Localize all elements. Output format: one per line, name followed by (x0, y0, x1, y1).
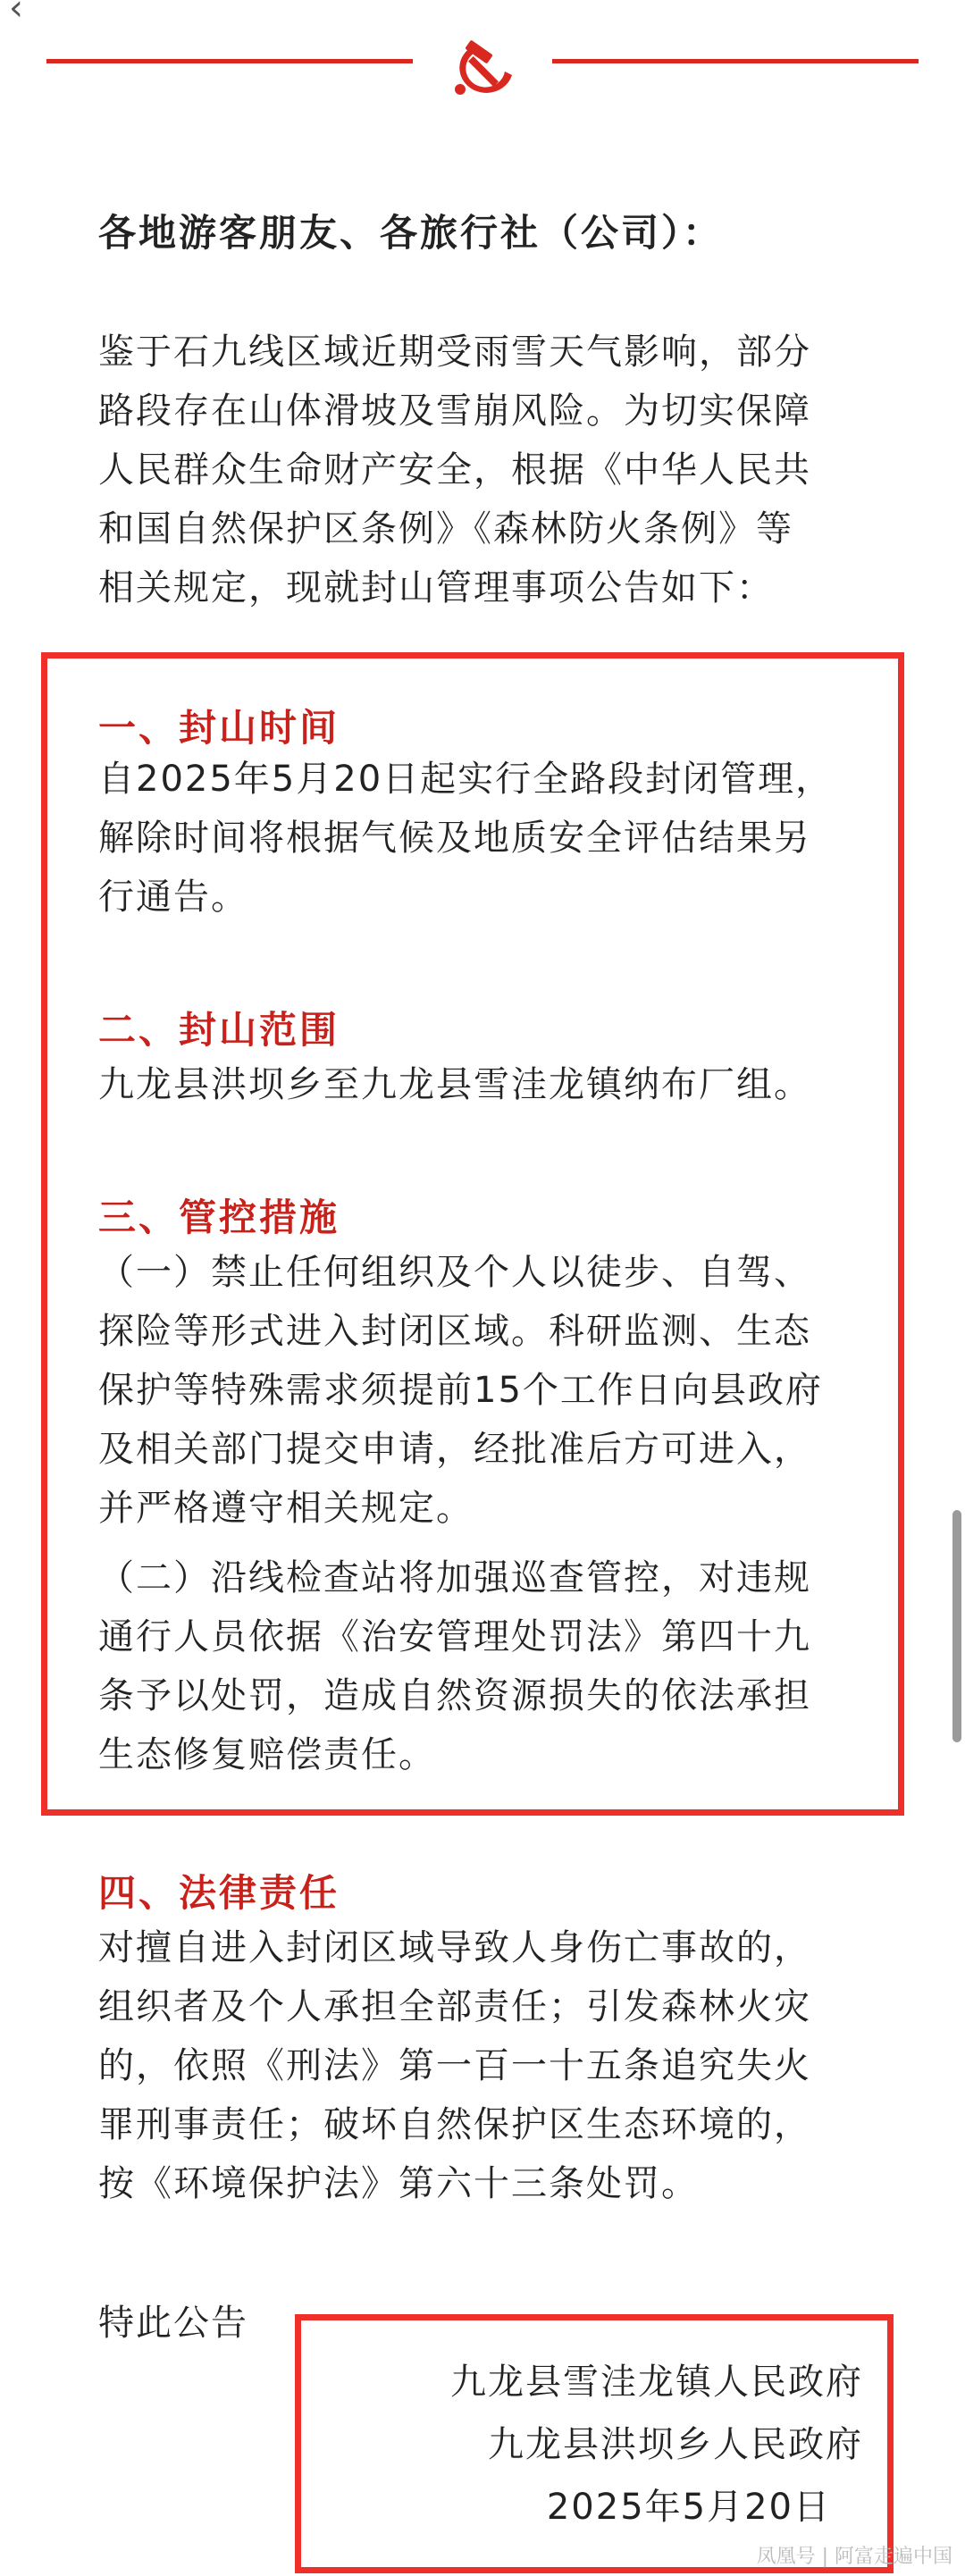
section-title-legal-liability: 四、法律责任 (98, 1871, 340, 1915)
section-line: （二）沿线检查站将加强巡查管控，对违规 (98, 1557, 811, 1598)
section-line: 及相关部门提交申请，经批准后方可进入， (98, 1429, 811, 1470)
section-line: 九龙县洪坝乡至九龙县雪洼龙镇纳布厂组。 (98, 1064, 811, 1105)
section-line: 通行人员依据《治安管理处罚法》第四十九 (98, 1616, 811, 1657)
header-rule-left (46, 59, 413, 63)
watermark: 凤凰号 | 阿富走遍中国 (756, 2546, 952, 2568)
scrollbar-thumb[interactable] (952, 1510, 961, 1742)
section-line: 条予以处罚，造成自然资源损失的依法承担 (98, 1675, 811, 1716)
section-line: 的，依照《刑法》第一百一十五条追究失火 (98, 2045, 811, 2086)
section-title-closure-scope: 二、封山范围 (98, 1008, 340, 1052)
intro-line: 相关规定，现就封山管理事项公告如下： (98, 567, 774, 608)
signature-org-hongba: 九龙县洪坝乡人民政府 (488, 2424, 863, 2465)
header-rule-right (552, 59, 919, 63)
section-line: 行通告。 (98, 877, 248, 918)
intro-line: 路段存在山体滑坡及雪崩风险。为切实保障 (98, 390, 811, 432)
hammer-sickle-icon (446, 36, 521, 98)
intro-line: 人民群众生命财产安全，根据《中华人民共 (98, 449, 811, 491)
section-line: 生态修复赔偿责任。 (98, 1734, 436, 1775)
section-line: 探险等形式进入封闭区域。科研监测、生态 (98, 1311, 811, 1352)
back-chevron-icon[interactable]: ‹ (9, 0, 23, 29)
section-line: 组织者及个人承担全部责任；引发森林火灾 (98, 1986, 811, 2027)
signature-date: 2025年5月20日 (546, 2487, 831, 2528)
intro-line: 鉴于石九线区域近期受雨雪天气影响，部分 (98, 331, 811, 373)
section-line: 罪刑事责任；破坏自然保护区生态环境的， (98, 2104, 811, 2145)
section-line: 按《环境保护法》第六十三条处罚。 (98, 2163, 699, 2204)
intro-line: 和国自然保护区条例》《森林防火条例》等 (98, 508, 793, 550)
section-line: 自2025年5月20日起实行全路段封闭管理， (98, 759, 834, 800)
section-line: 对擅自进入封闭区域导致人身伤亡事故的， (98, 1927, 811, 1968)
section-line: 并严格遵守相关规定。 (98, 1488, 474, 1529)
closing-text: 特此公告 (98, 2303, 248, 2344)
greeting-heading: 各地游客朋友、各旅行社（公司）： (98, 211, 724, 255)
section-line: 解除时间将根据气候及地质安全评估结果另 (98, 818, 811, 859)
section-line: （一）禁止任何组织及个人以徒步、自驾、 (98, 1252, 811, 1293)
section-line: 保护等特殊需求须提前15个工作日向县政府 (98, 1370, 823, 1411)
section-title-closure-time: 一、封山时间 (98, 706, 340, 750)
section-title-control-measures: 三、管控措施 (98, 1196, 340, 1239)
signature-org-xuewalong: 九龙县雪洼龙镇人民政府 (450, 2362, 863, 2403)
